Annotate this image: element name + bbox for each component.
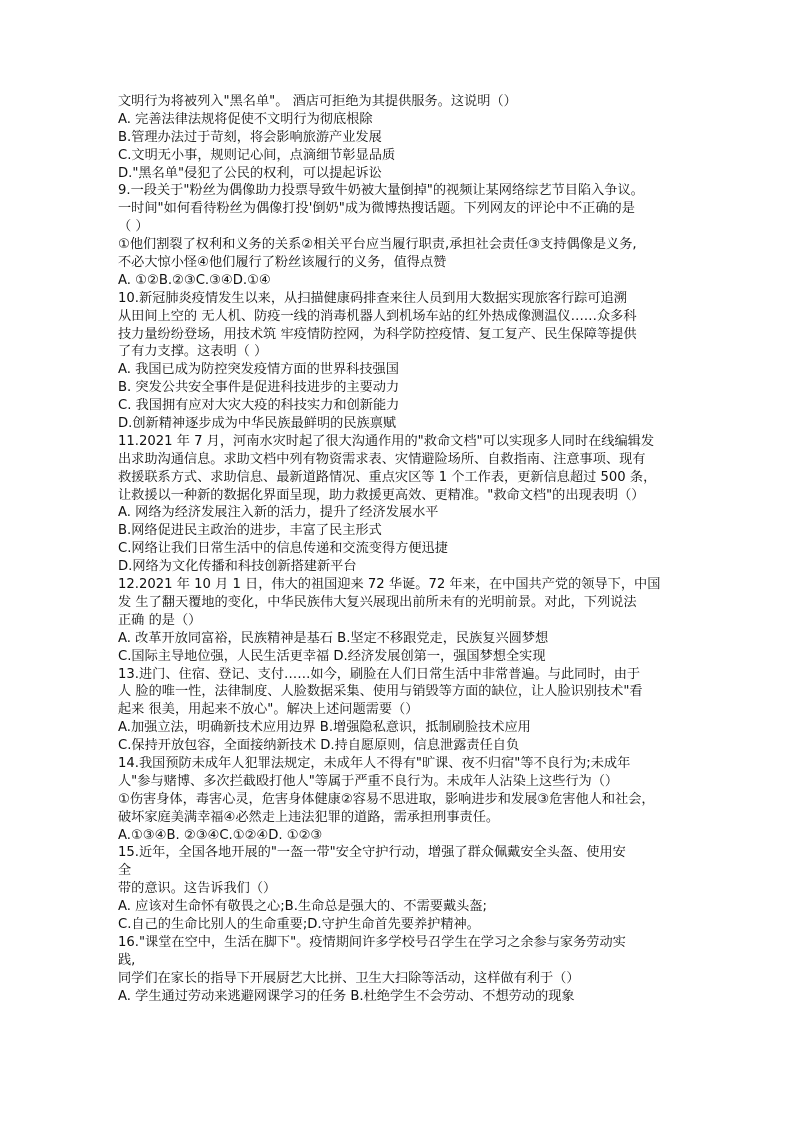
question-11-line: 出求助沟通信息。求助文档中列有物资需求表、灾情避险场所、自救指南、注意事项、现有 xyxy=(118,451,646,467)
option-line: C.文明无小事，规则记心间，点滴细节彰显品质 xyxy=(118,147,396,163)
question-11-line: 救援联系方式、求助信息、最新道路情况、重点灾区等 1 个工作表，更新信息超过 500 条， xyxy=(118,469,657,485)
question-16-line: 16."课堂在空中，生活在脚下"。疫情期间许多学校号召学生在学习之余参与家务劳动实 xyxy=(118,934,626,950)
question-12-line: 发 生了翻天覆地的变化，中华民族伟大复兴展现出前所未有的光明前景。对此，下列说法 xyxy=(118,594,637,610)
question-9-line: 9.一段关于"粉丝为偶像助力投票导致牛奶被大量倒掉"的视频让某网络综艺节目陷入争议。 xyxy=(118,183,644,199)
question-10-line: 技力量纷纷登场，用技术筑 牢疫情防控网，为科学防控疫情、复工复产、民生保障等提供 xyxy=(118,326,637,342)
option-line: C. 我国拥有应对大灾大疫的科技实力和创新能力 xyxy=(118,398,400,414)
question-10-line: 从田间上空的 无人机、防疫一线的消毒机器人到机场车站的红外热成像测温仪……众多科 xyxy=(118,308,637,324)
question-9-line: 一时间"如何看待粉丝为偶像打投'倒奶"成为微博热搜话题。下列网友的评论中不正确的是 xyxy=(118,201,635,217)
question-16-line: 同学们在家长的指导下开展厨艺大比拼、卫生大扫除等活动，这样做有利于（） xyxy=(118,970,580,986)
question-10-line: 了有力支撑。这表明（ ） xyxy=(118,344,268,360)
option-line: B. 突发公共安全事件是促进科技进步的主要动力 xyxy=(118,380,400,396)
option-line: B.网络促进民主政治的进步，丰富了民主形式 xyxy=(118,523,382,539)
question-15-line: 15.近年，全国各地开展的"一盔一带"安全守护行动，增强了群众佩戴安全头盔、使用安 xyxy=(118,845,626,861)
option-line: D.网络为文化传播和科技创新搭建新平台 xyxy=(118,559,357,575)
question-15-line: 带的意识。这告诉我们（） xyxy=(118,881,277,897)
option-line: A. 网络为经济发展注入新的活力，提升了经济发展水平 xyxy=(118,505,439,521)
question-11-line: 11.2021 年 7 月，河南水灾时起了很大沟通作用的"救命文档"可以实现多人同时在线编辑发 xyxy=(118,433,655,449)
option-line: A. 完善法律法规将促使不文明行为彻底根除 xyxy=(118,111,373,127)
option-line: C.保持开放包容，全面接纳新技术 D.持自愿原则，信息泄露责任自负 xyxy=(118,738,520,754)
option-line: D."黑名单"侵犯了公民的权利，可以提起诉讼 xyxy=(118,165,382,181)
option-line: A. ①②B.②③C.③④D.①④ xyxy=(118,272,271,288)
option-line: A.加强立法，明确新技术应用边界 B.增强隐私意识，抵制刷脸技术应用 xyxy=(118,720,531,736)
question-9-line: （ ） xyxy=(118,219,149,235)
question-13-line: 起来 很美，用起来不放心"。解决上述问题需要（） xyxy=(118,702,419,718)
question-12-line: 12.2021 年 10 月 1 日，伟大的祖国迎来 72 华诞。72 年来，在中国共产党的领导下，中国 xyxy=(118,577,661,593)
exam-page xyxy=(118,93,698,1005)
question-14-line: 人"参与赌博、多次拦截殴打他人"等属于严重不良行为。未成年人沾染上这些行为（） xyxy=(118,773,619,789)
option-line: A. 我国已成为防控突发疫情方面的世界科技强国 xyxy=(118,362,399,378)
question-13-line: 人 脸的唯一性，法律制度、人脸数据采集、使用与销毁等方面的缺位，让人脸识别技术"看 xyxy=(118,684,643,700)
question-9-line: 不必大惊小怪④他们履行了粉丝该履行的义务，值得点赞 xyxy=(118,255,447,271)
option-line: B.管理办法过于苛刻，将会影响旅游产业发展 xyxy=(118,129,382,145)
question-11-line: 让救援以一种新的数据化界面呈现，助力救援更高效、更精准。"救命文档"的出现表明（） xyxy=(118,487,645,503)
option-line: A. 应该对生命怀有敬畏之心;B.生命总是强大的、不需要戴头盔; xyxy=(118,899,487,915)
option-line: C.国际主导地位强，人民生活更幸福 D.经济发展创第一，强国梦想全实现 xyxy=(118,648,546,664)
question-16-line: 践, xyxy=(118,952,136,968)
option-line: C.网络让我们日常生活中的信息传递和交流变得方便迅捷 xyxy=(118,541,448,557)
option-line: C.自己的生命比别人的生命重要;D.守护生命首先要养护精神。 xyxy=(118,916,480,932)
question-14-line: 破坏家庭美满幸福④必然走上违法犯罪的道路，需承担刑事责任。 xyxy=(118,809,500,825)
option-line: A. 改革开放同富裕，民族精神是基石 B.坚定不移跟党走，民族复兴圆梦想 xyxy=(118,630,549,646)
question-13-line: 13.进门、住宿、登记、支付……如今，刷脸在人们日常生活中非常普遍。与此同时，由于 xyxy=(118,666,641,682)
option-line: D.创新精神逐步成为中华民族最鲜明的民族禀赋 xyxy=(118,416,397,432)
question-9-line: ①他们割裂了权利和义务的关系②相关平台应当履行职责,承担社会责任③支持偶像是义务, xyxy=(118,237,637,253)
question-14-line: ①伤害身体，毒害心灵，危害身体健康②容易不思进取，影响进步和发展③危害他人和社会， xyxy=(118,791,655,807)
text-line: 文明行为将被列入"黑名单"。 酒店可拒绝为其提供服务。这说明（） xyxy=(118,94,517,109)
option-line: A.①③④B. ②③④C.①②④D. ①②③ xyxy=(118,827,323,843)
question-15-line: 全 xyxy=(118,863,132,879)
question-12-line: 正确 的是（） xyxy=(118,612,202,628)
question-10-line: 10.新冠肺炎疫情发生以来，从扫描健康码排查来往人员到用大数据实现旅客行踪可追溯 xyxy=(118,290,627,306)
option-line: A. 学生通过劳动来逃避网课学习的任务 B.杜绝学生不会劳动、不想劳动的现象 xyxy=(118,988,575,1004)
question-14-line: 14.我国预防未成年人犯罪法规定，未成年人不得有"旷课、夜不归宿"等不良行为;未成年 xyxy=(118,755,631,771)
